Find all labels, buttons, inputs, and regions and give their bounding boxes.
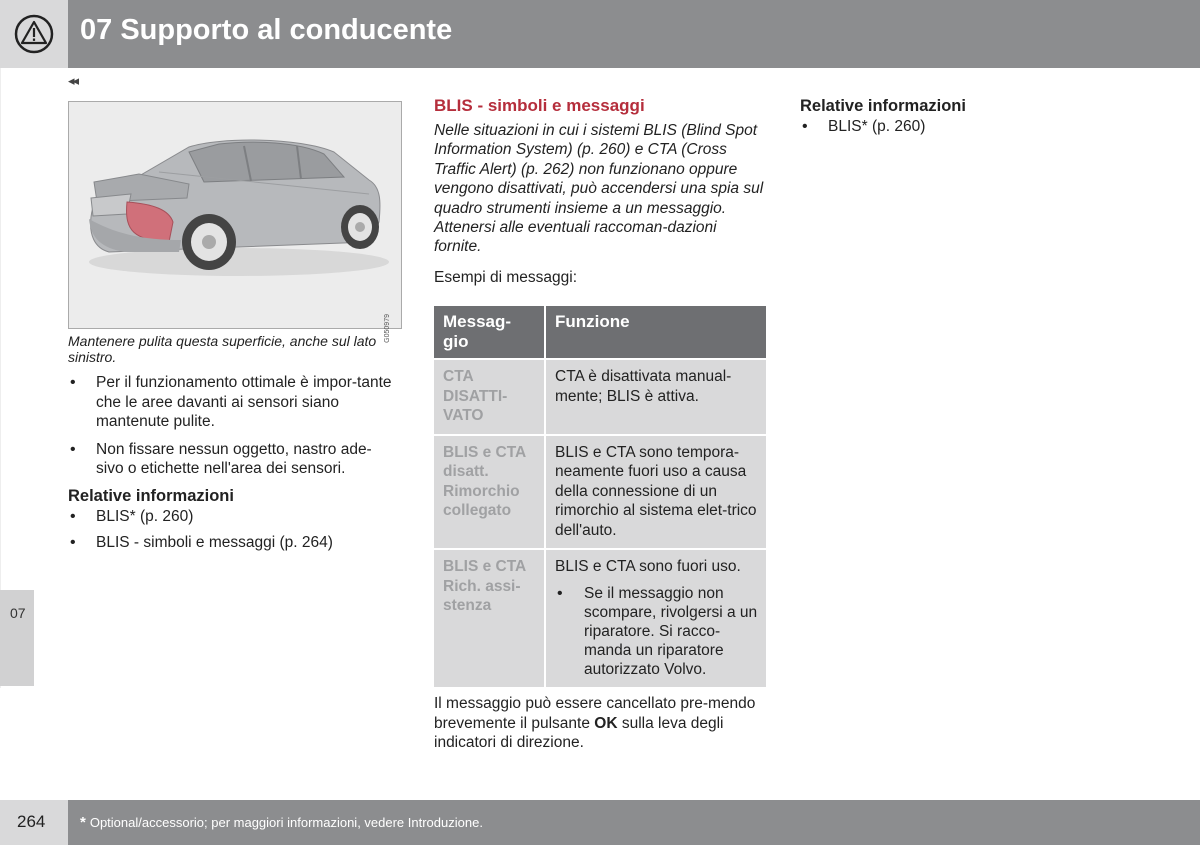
function-bullets — [555, 584, 758, 679]
after-text-start: Il messaggio può essere cancellato pre-mendo brevemente il pulsante — [434, 695, 756, 732]
page-header — [0, 0, 1200, 68]
ok-button-label: OK — [594, 714, 618, 732]
footer-note-text: Optional/accessorio; per maggiori informazioni, vedere Introduzione. — [89, 815, 483, 830]
after-text-end: sulla leva degli indicatori di direzione. — [434, 714, 724, 751]
header-icon-box — [0, 0, 68, 68]
sensor-tips-list — [68, 373, 398, 487]
related-info-list — [68, 507, 398, 558]
table-row — [434, 435, 766, 550]
related-link[interactable]: • BLIS* (p. 260) — [800, 117, 1160, 137]
column-header-message: Messag-gio — [434, 306, 545, 359]
car-illustration — [68, 101, 402, 343]
examples-label: Esempi di messaggi: — [434, 269, 578, 286]
function-cell: BLIS e CTA sono tempora-neamente fuori uso a causa della connessione di un rimorchio al sistema elet-trico dell'auto. — [545, 435, 766, 550]
related-info-heading: Relative informazioni — [68, 487, 234, 505]
car-rear-sensor-drawing — [69, 102, 401, 328]
figure-code: G050979 — [384, 314, 391, 343]
page-number: 264 — [17, 812, 46, 831]
table-row — [434, 549, 766, 688]
chapter-title: 07 Supporto al conducente — [80, 14, 453, 46]
chapter-tab-label: 07 — [10, 605, 26, 621]
function-cell — [545, 549, 766, 688]
after-table-text — [434, 694, 766, 753]
figure-caption: Mantenere pulita questa superficie, anche sul lato sinistro. — [68, 333, 377, 365]
back-arrow-icon[interactable]: ◂◂ — [68, 73, 78, 88]
related-link[interactable]: • BLIS* (p. 260) — [68, 507, 398, 527]
asterisk-mark: * — [80, 814, 86, 831]
message-cell: BLIS e CTA disatt. Rimorchio collegato — [434, 435, 545, 550]
list-item: • Se il messaggio non scompare, rivolgersi a un riparatore. Si racco-manda un riparatore autorizzato Volvo. — [555, 584, 758, 679]
message-cell: BLIS e CTA Rich. assi-stenza — [434, 549, 545, 688]
message-cell: CTA DISATTI-VATO — [434, 359, 545, 435]
list-item: • Per il funzionamento ottimale è impor-tante che le aree davanti ai sensori siano mantenute pulite. — [68, 373, 398, 432]
related-link[interactable]: • BLIS - simboli e messaggi (p. 264) — [68, 533, 398, 553]
messages-table — [434, 306, 766, 689]
chapter-tab[interactable] — [0, 590, 34, 686]
page-footer — [0, 800, 1200, 845]
section-intro: Nelle situazioni in cui i sistemi BLIS (Blind Spot Information System) (p. 260) e CTA (Cross Traffic Alert) (p. 262) non funzionano oppure vengono disattivati, può accendersi una spia sul quadro strumenti insieme a un messaggio. Attenersi alle eventuali raccoman-dazioni fornite. — [434, 122, 764, 256]
table-header-row — [434, 306, 766, 359]
function-text: BLIS e CTA sono fuori uso. — [555, 558, 741, 575]
function-cell: CTA è disattivata manual-mente; BLIS è attiva. — [545, 359, 766, 435]
column-header-function: Funzione — [545, 306, 766, 359]
warning-triangle-icon — [14, 14, 54, 54]
section-title: BLIS - simboli e messaggi — [434, 96, 645, 115]
related-info-list — [800, 117, 1160, 137]
table-row — [434, 359, 766, 435]
related-info-heading: Relative informazioni — [800, 97, 966, 115]
page-number-box — [0, 800, 68, 845]
footer-note — [80, 814, 483, 831]
list-item: • Non fissare nessun oggetto, nastro ade-sivo o etichette nell'area dei sensori. — [68, 440, 398, 479]
